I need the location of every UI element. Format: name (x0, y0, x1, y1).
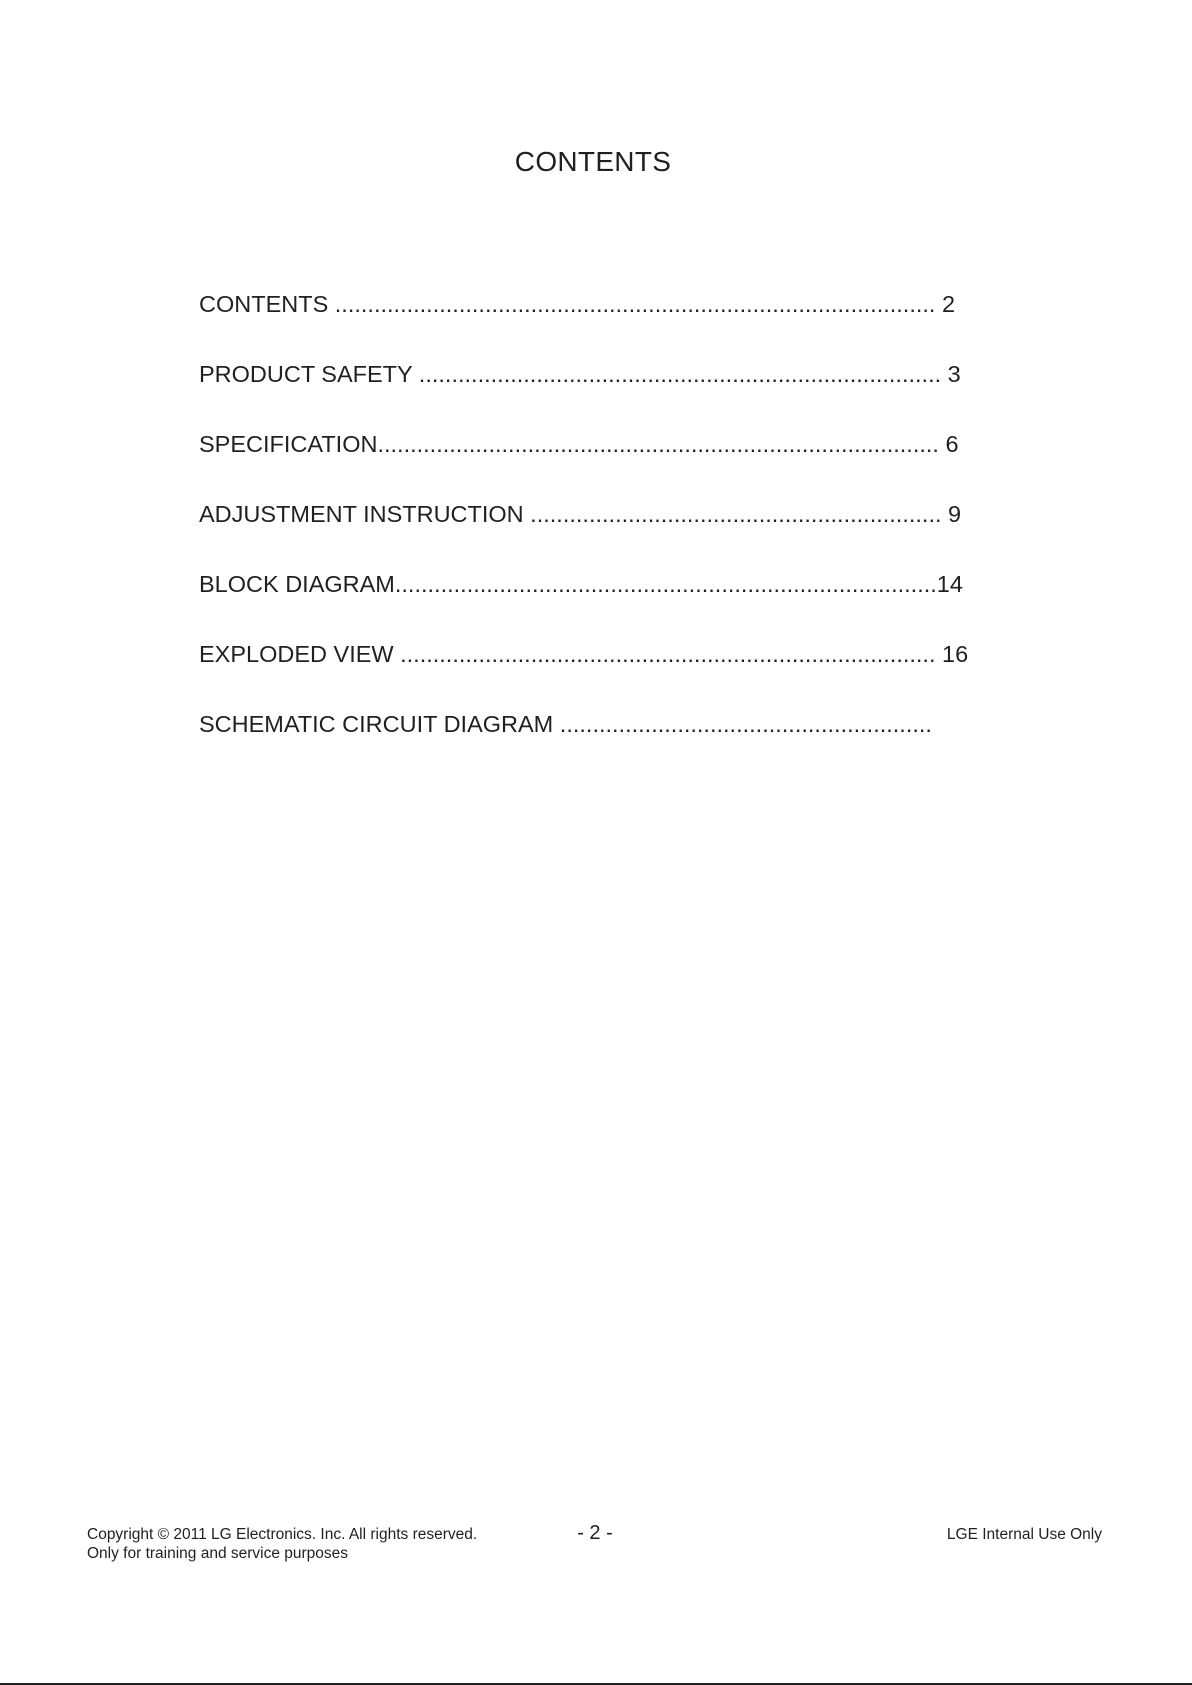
toc-entry-adjustment-instruction[interactable] (199, 496, 999, 566)
toc-entry-contents[interactable] (199, 286, 999, 356)
toc-entry-page: 2 (935, 291, 956, 317)
toc-entry-exploded-view[interactable] (199, 636, 999, 706)
toc-entry-leader: ................................................................................ (412, 361, 942, 387)
toc-entry-label: ADJUSTMENT INSTRUCTION (199, 501, 524, 527)
toc-entry-leader: ............................................................................................ (328, 291, 936, 317)
toc-entry-page: 14 (936, 571, 963, 597)
toc-entry-leader: ...................................................................................... (377, 431, 939, 457)
toc-entry-leader: .................................................................................. (393, 641, 936, 667)
toc-entry-leader: ............................................................... (523, 501, 942, 527)
toc-entry-leader: ......................................................... (553, 711, 932, 737)
footer-page-number: - 2 - (577, 1522, 613, 1544)
table-of-contents (199, 286, 999, 776)
footer-classification: LGE Internal Use Only (946, 1526, 1102, 1543)
toc-entry-leader: ................................................................................... (394, 571, 937, 597)
toc-entry-schematic-circuit-diagram[interactable] (199, 706, 999, 776)
toc-entry-label: BLOCK DIAGRAM (199, 571, 395, 597)
toc-entry-product-safety[interactable] (199, 356, 999, 426)
toc-entry-block-diagram[interactable] (199, 566, 999, 636)
toc-entry-label: SCHEMATIC CIRCUIT DIAGRAM (199, 711, 554, 737)
page-title: CONTENTS (514, 146, 672, 177)
toc-entry-label: CONTENTS (199, 291, 329, 317)
toc-entry-label: EXPLODED VIEW (199, 641, 394, 667)
toc-entry-page: 9 (941, 501, 962, 527)
toc-entry-label: SPECIFICATION (199, 431, 378, 457)
toc-entry-specification[interactable] (199, 426, 999, 496)
toc-entry-page: 3 (941, 361, 961, 387)
footer-copyright: Copyright © 2011 LG Electronics. Inc. All rights reserved. (87, 1526, 478, 1543)
footer-purpose: Only for training and service purposes (87, 1545, 349, 1562)
toc-entry-page: 6 (938, 431, 959, 457)
toc-entry-page: 16 (935, 641, 969, 667)
toc-entry-label: PRODUCT SAFETY (199, 361, 413, 387)
